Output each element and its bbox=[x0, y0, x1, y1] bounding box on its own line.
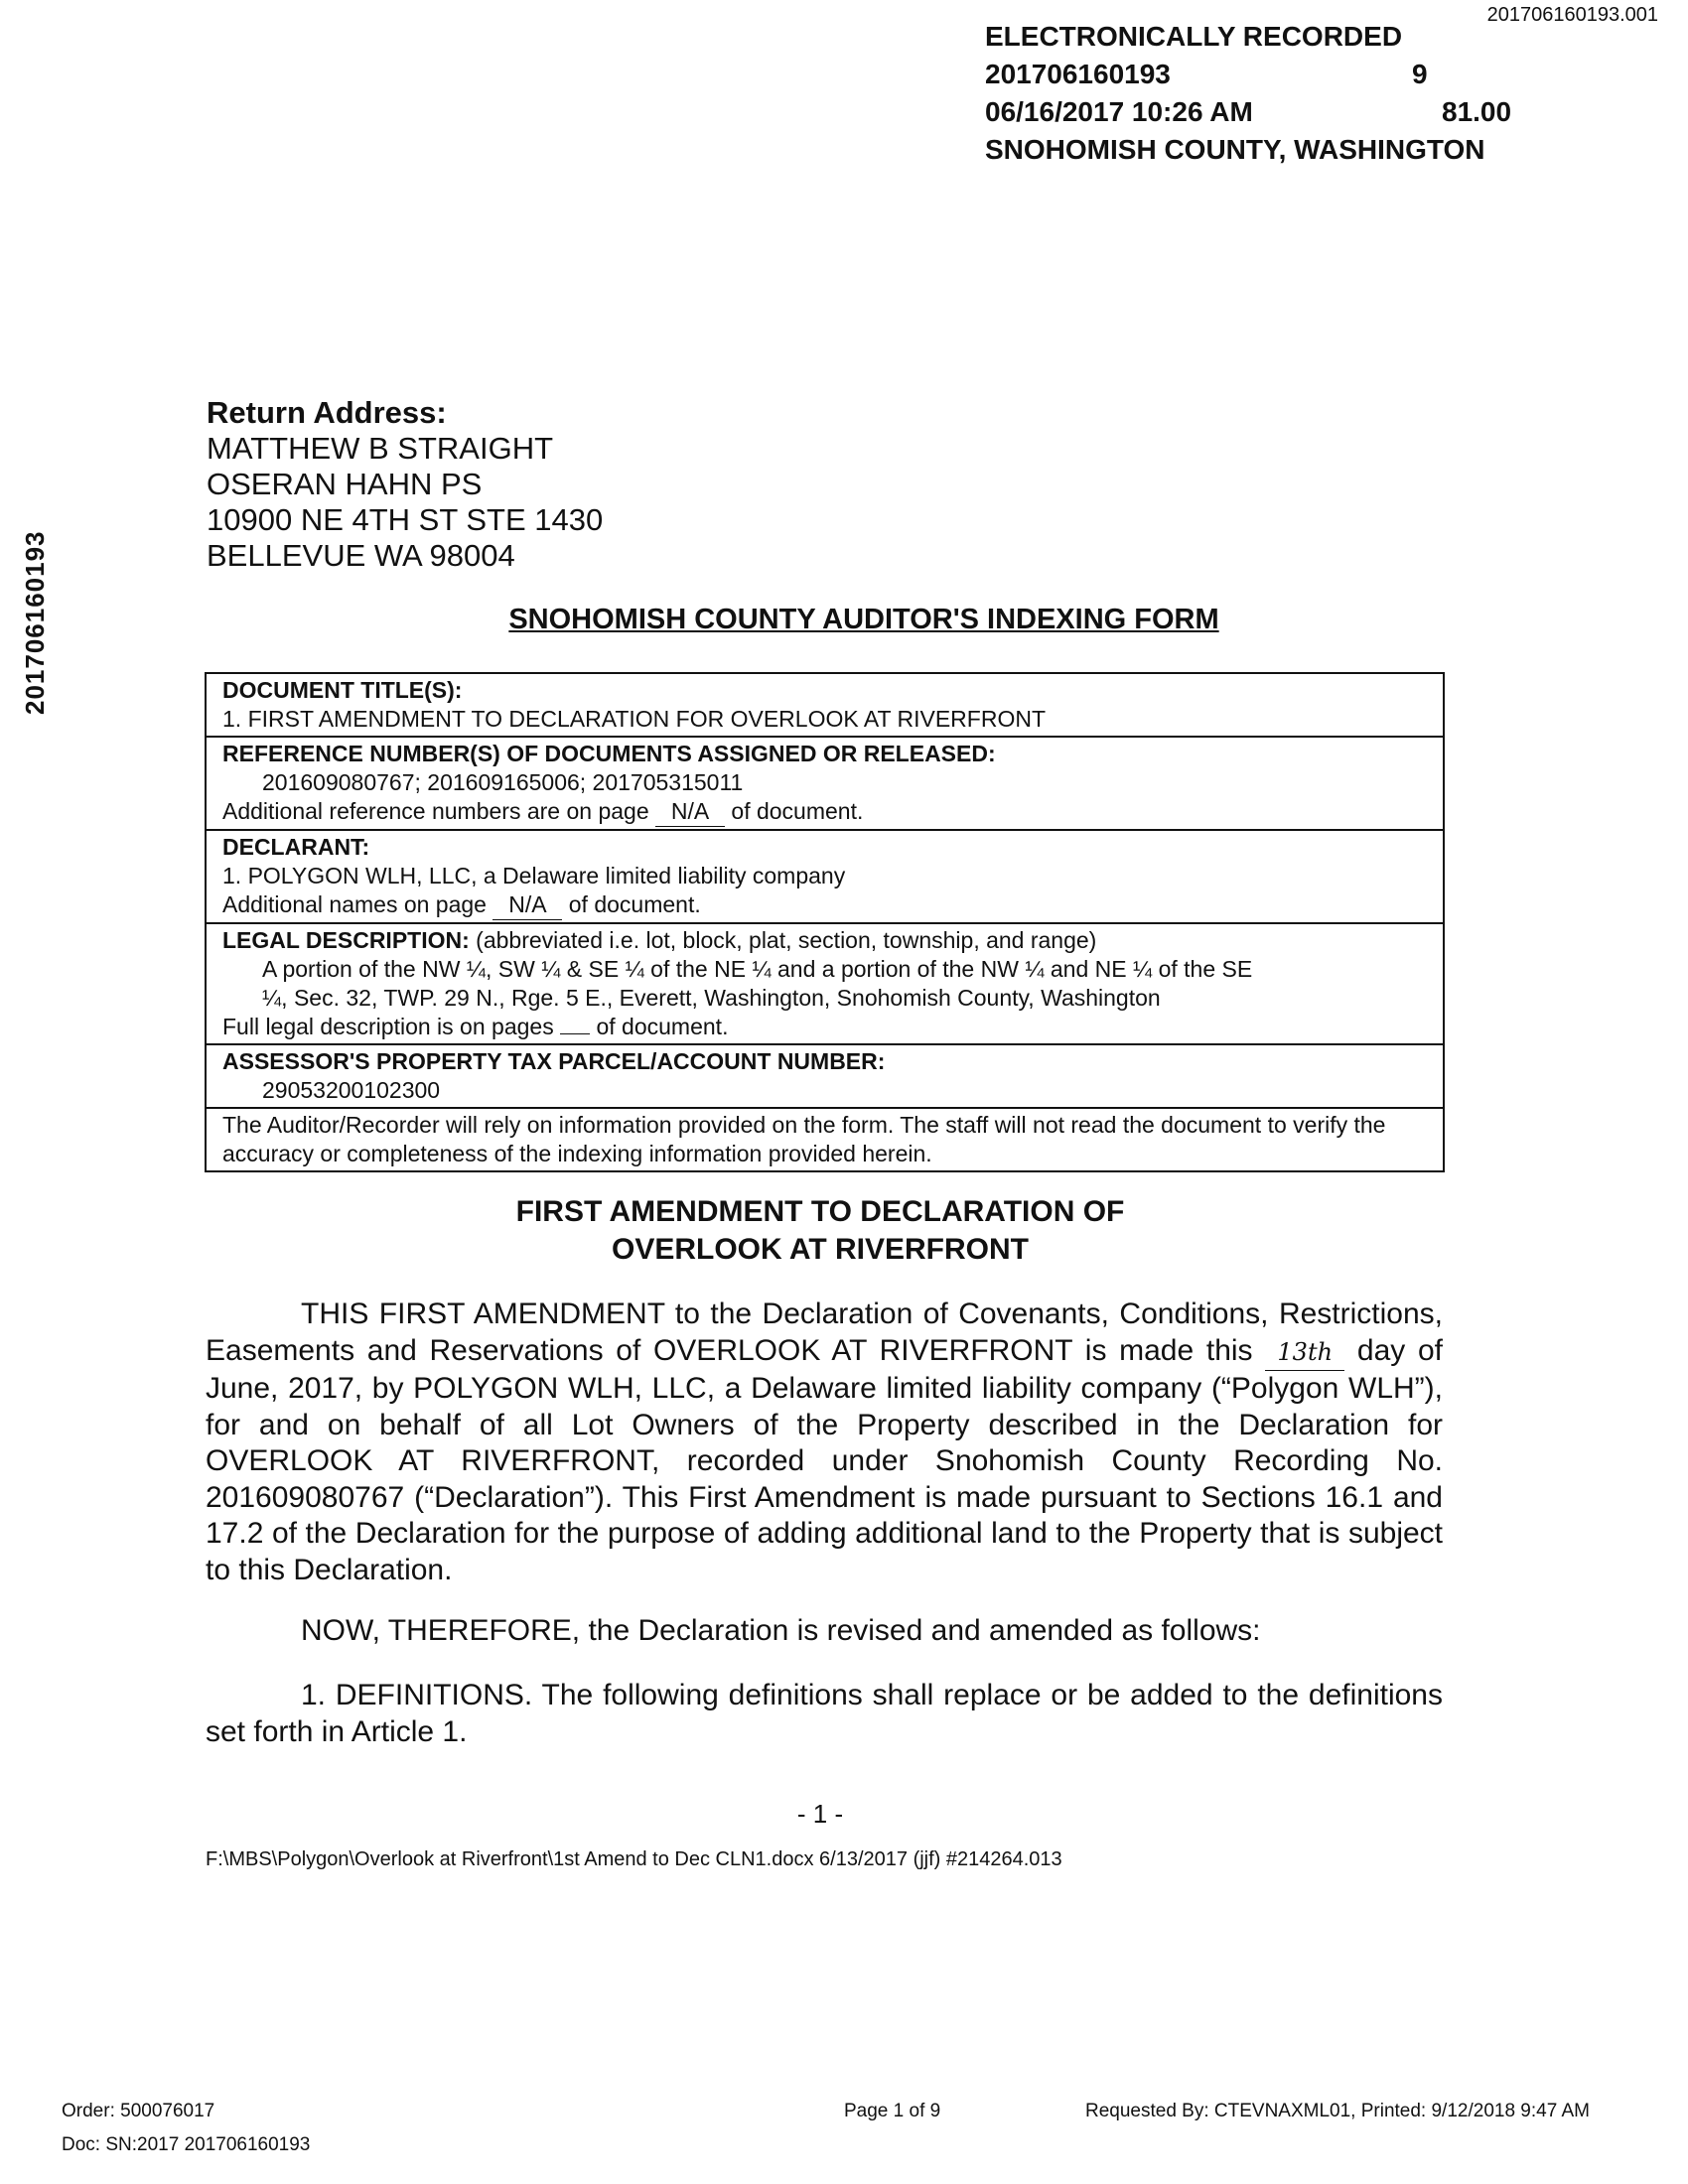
recording-datetime: 06/16/2017 10:26 AM bbox=[985, 96, 1253, 127]
section-label: LEGAL DESCRIPTION: bbox=[222, 927, 470, 953]
return-address-label: Return Address: bbox=[207, 395, 447, 430]
return-address-line: 10900 NE 4TH ST STE 1430 bbox=[207, 502, 604, 537]
handwritten-day: 13th bbox=[1265, 1334, 1344, 1372]
legal-description-line: A portion of the NW ¼, SW ¼ & SE ¼ of the NE ¼ and a portion of the NW ¼ and NE ¼ of the SE bbox=[262, 956, 1253, 982]
indexing-form-title: SNOHOMISH COUNTY AUDITOR'S INDEXING FORM bbox=[508, 604, 1219, 635]
document-title-value: 1. FIRST AMENDMENT TO DECLARATION FOR OVERLOOK AT RIVERFRONT bbox=[222, 706, 1046, 732]
declarant-value: 1. POLYGON WLH, LLC, a Delaware limited liability company bbox=[222, 863, 846, 888]
page-number: - 1 - bbox=[796, 1799, 844, 1829]
parcel-number-section bbox=[207, 1045, 1443, 1109]
paragraph-intro: THIS FIRST AMENDMENT to the Declaration of Covenants, Conditions, Restrictions, Easements and Reservations of OVERLOOK AT RIVERFRONT is made this 13th day of June, 2017, by POLYGON WLH, LLC, a Delaware limited liability company (“Polygon WLH”), for and on behalf of all Lot Owners of the Property described in the Declaration for OVERLOOK AT RIVERFRONT, recorded under Snohomish County Recording No. 201609080767 (“Declaration”). This First Amendment is made pursuant to Sections 16.1 and 17.2 of the Declaration for the purpose of adding additional land to the Property that is subject to this Declaration. bbox=[206, 1297, 1443, 1586]
page-stamp-id: 201706160193.001 bbox=[1486, 4, 1658, 26]
recording-fee: 81.00 bbox=[1442, 96, 1512, 127]
document-heading bbox=[0, 1193, 1640, 1269]
return-address bbox=[207, 395, 603, 574]
reference-numbers-section bbox=[207, 738, 1443, 831]
paragraph-definitions: 1. DEFINITIONS. The following definitions shall replace or be added to the definitions set forth in Article 1. bbox=[206, 1679, 1443, 1748]
reference-numbers-value: 201609080767; 201609165006; 201705315011 bbox=[262, 769, 744, 795]
declarant-section bbox=[207, 831, 1443, 924]
disclaimer-text: The Auditor/Recorder will rely on information provided on the form. The staff will not read the document to verify the accuracy or completeness of the indexing information provided herein. bbox=[222, 1112, 1386, 1166]
return-address-line: BELLEVUE WA 98004 bbox=[207, 538, 515, 573]
full-legal-line: Full legal description is on pages of document. bbox=[222, 1014, 729, 1039]
section-label: DOCUMENT TITLE(S): bbox=[222, 677, 463, 703]
disclaimer-section bbox=[207, 1109, 1443, 1170]
legal-description-line: ¼, Sec. 32, TWP. 29 N., Rge. 5 E., Everett, Washington, Snohomish County, Washington bbox=[262, 985, 1161, 1011]
return-address-line: OSERAN HAHN PS bbox=[207, 467, 483, 501]
additional-references-page: N/A bbox=[655, 797, 725, 827]
recording-county: SNOHOMISH COUNTY, WASHINGTON bbox=[985, 134, 1485, 165]
legal-description-section bbox=[207, 924, 1443, 1045]
footer-requested: Requested By: CTEVNAXML01, Printed: 9/12/2018 9:47 AM bbox=[1085, 2101, 1591, 2121]
section-label: REFERENCE NUMBER(S) OF DOCUMENTS ASSIGNED OR RELEASED: bbox=[222, 741, 996, 766]
footer-order: Order: 500076017 bbox=[62, 2101, 215, 2121]
full-legal-pages-blank bbox=[560, 1033, 590, 1034]
section-label: ASSESSOR'S PROPERTY TAX PARCEL/ACCOUNT NUMBER: bbox=[222, 1048, 886, 1074]
file-path: F:\MBS\Polygon\Overlook at Riverfront\1st Amend to Dec CLN1.docx 6/13/2017 (jjf) #214264.013 bbox=[206, 1848, 1062, 1870]
recording-number: 201706160193 bbox=[985, 59, 1171, 89]
return-address-line: MATTHEW B STRAIGHT bbox=[207, 431, 554, 466]
parcel-number-value: 29053200102300 bbox=[262, 1077, 441, 1103]
document-title-section bbox=[207, 674, 1443, 738]
side-recording-number: 201706160193 bbox=[20, 530, 50, 715]
additional-references-line: Additional reference numbers are on page N/A of document. bbox=[222, 797, 1427, 827]
recording-label: ELECTRONICALLY RECORDED bbox=[985, 21, 1403, 52]
indexing-form-table bbox=[205, 672, 1445, 1172]
document-heading-line: OVERLOOK AT RIVERFRONT bbox=[612, 1233, 1029, 1266]
document-heading-line: FIRST AMENDMENT TO DECLARATION OF bbox=[515, 1195, 1125, 1228]
legal-description-note: (abbreviated i.e. lot, block, plat, section, township, and range) bbox=[469, 927, 1097, 953]
additional-names-line: Additional names on page N/A of document. bbox=[222, 890, 1427, 920]
footer-doc: Doc: SN:2017 201706160193 bbox=[62, 2134, 311, 2155]
additional-names-page: N/A bbox=[492, 890, 562, 920]
footer-page: Page 1 of 9 bbox=[844, 2101, 941, 2121]
paragraph-therefore: NOW, THEREFORE, the Declaration is revised and amended as follows: bbox=[301, 1614, 1261, 1647]
recording-stamp bbox=[985, 18, 1511, 169]
recording-page-count: 9 bbox=[1412, 59, 1428, 89]
section-label: DECLARANT: bbox=[222, 834, 370, 860]
